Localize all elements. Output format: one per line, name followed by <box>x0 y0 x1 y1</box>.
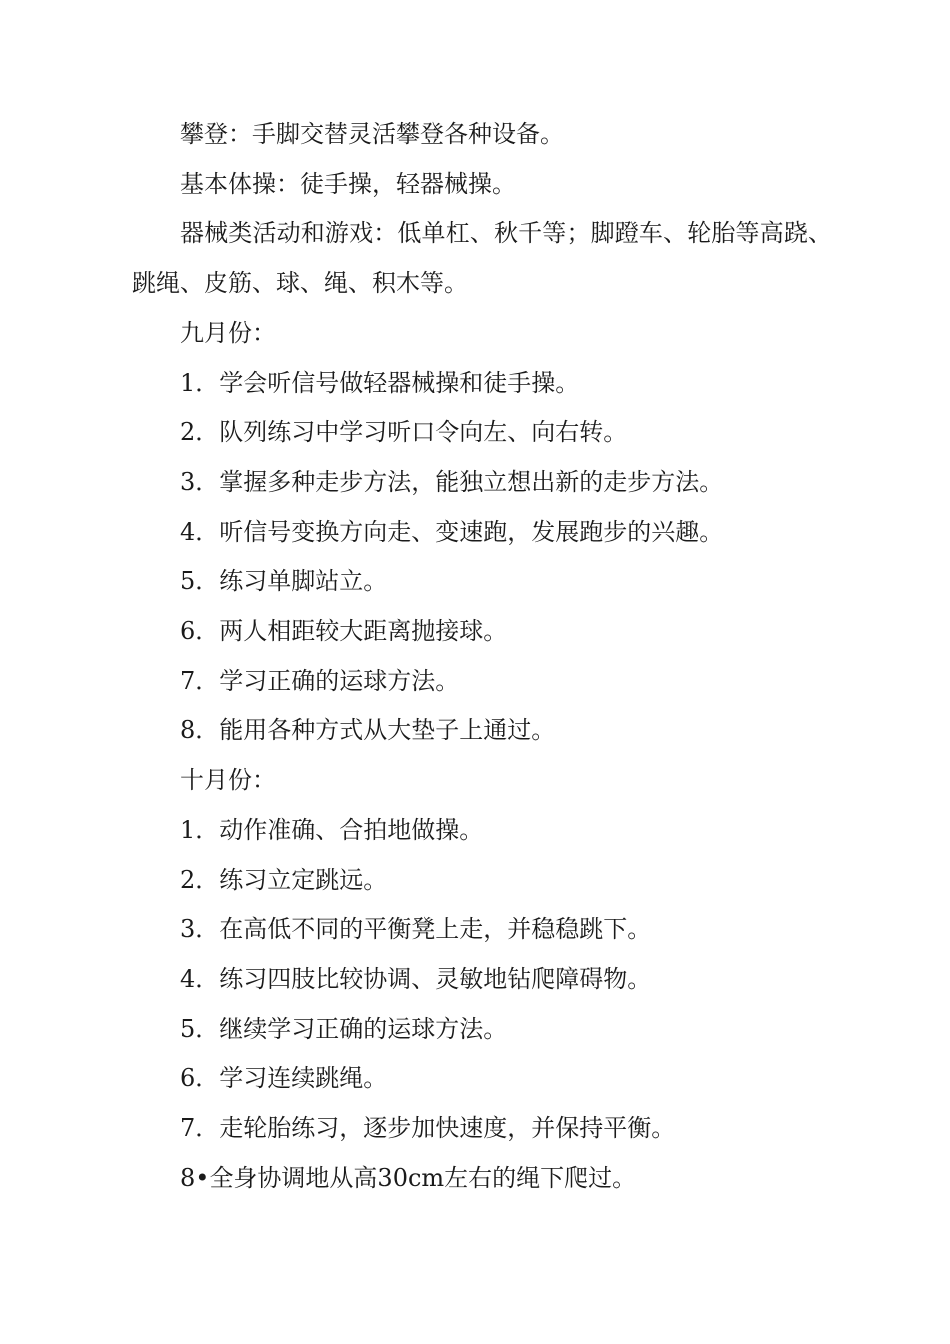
list-item <box>132 856 832 906</box>
item-text: 练习四肢比较协调、灵敏地钻爬障碍物。 <box>219 964 652 993</box>
list-item <box>132 607 832 657</box>
october-list <box>132 806 832 1204</box>
item-number: 8． <box>180 716 220 745</box>
list-item <box>132 657 832 707</box>
paragraph-basic-gymnastics: 基本体操：徒手操，轻器械操。 <box>180 169 516 198</box>
list-item <box>132 408 832 458</box>
item-text: 学会听信号做轻器械操和徒手操。 <box>219 368 580 397</box>
item-text: 能用各种方式从大垫子上通过。 <box>219 716 556 745</box>
item-number: 1． <box>180 815 220 844</box>
item-number: 4． <box>180 964 220 993</box>
item-text: 继续学习正确的运球方法。 <box>219 1014 508 1043</box>
item-text: 学习连续跳绳。 <box>219 1064 388 1093</box>
item-text: 练习单脚站立。 <box>219 567 388 596</box>
paragraph-climbing: 攀登：手脚交替灵活攀登各种设备。 <box>180 120 564 148</box>
list-item <box>132 458 832 508</box>
item-number: 3． <box>180 467 220 496</box>
item-number: 3． <box>180 915 220 944</box>
list-item <box>132 905 832 955</box>
item-text: 学习正确的运球方法。 <box>219 666 460 695</box>
paragraph-equipment-activities: 器械类活动和游戏：低单杠、秋千等；脚蹬车、轮胎等高跷、跳绳、皮筋、球、绳、积木等。 <box>132 219 832 298</box>
document-body <box>132 110 832 1203</box>
october-heading: 十月份： <box>180 766 276 795</box>
list-item <box>132 557 832 607</box>
september-list <box>132 359 832 757</box>
list-item <box>132 1154 832 1204</box>
item-number: 7． <box>180 666 220 695</box>
item-text: 在高低不同的平衡凳上走，并稳稳跳下。 <box>219 915 652 944</box>
item-number: 2． <box>180 865 220 894</box>
september-heading: 九月份： <box>180 318 276 347</box>
item-text: 队列练习中学习听口令向左、向右转。 <box>219 418 628 447</box>
item-text: 练习立定跳远。 <box>219 865 388 894</box>
item-number: 7． <box>180 1114 220 1143</box>
item-number: 8• <box>180 1163 210 1192</box>
list-item <box>132 1104 832 1154</box>
item-text: 动作准确、合拍地做操。 <box>219 815 484 844</box>
item-number: 4． <box>180 517 220 546</box>
item-number: 5． <box>180 1014 220 1043</box>
item-number: 5． <box>180 567 220 596</box>
list-item <box>132 1005 832 1055</box>
list-item <box>132 806 832 856</box>
list-item <box>132 1054 832 1104</box>
item-text: 走轮胎练习，逐步加快速度，并保持平衡。 <box>219 1114 676 1143</box>
item-number: 6． <box>180 617 220 646</box>
list-item <box>132 359 832 409</box>
item-text: 听信号变换方向走、变速跑，发展跑步的兴趣。 <box>219 517 724 546</box>
list-item <box>132 706 832 756</box>
item-text: 全身协调地从高30cm左右的绳下爬过。 <box>209 1163 637 1192</box>
item-number: 2． <box>180 418 220 447</box>
item-number: 1． <box>180 368 220 397</box>
list-item <box>132 955 832 1005</box>
item-number: 6． <box>180 1064 220 1093</box>
list-item <box>132 508 832 558</box>
item-text: 掌握多种走步方法，能独立想出新的走步方法。 <box>219 467 724 496</box>
item-text: 两人相距较大距离抛接球。 <box>219 617 508 646</box>
